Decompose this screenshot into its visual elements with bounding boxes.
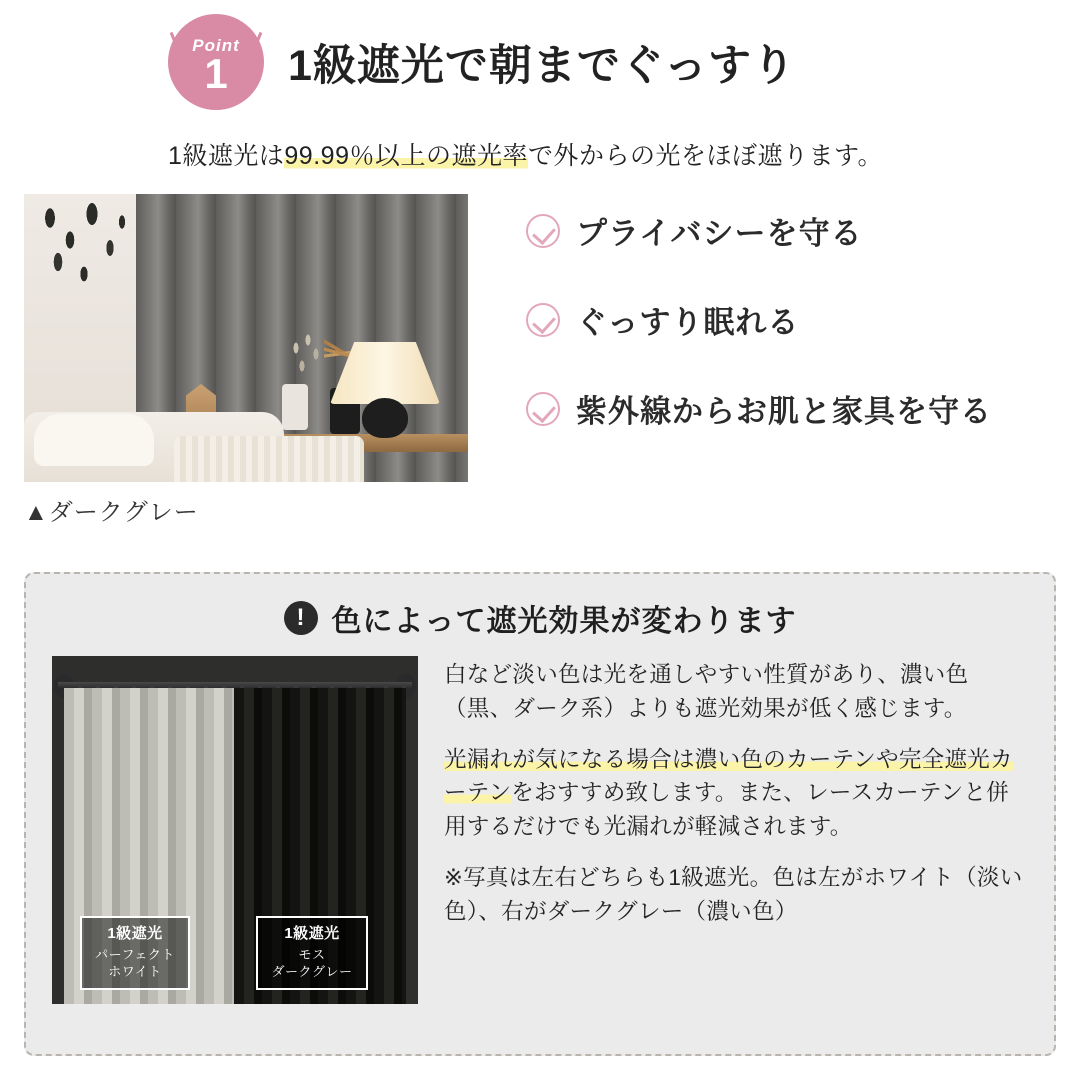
benefit-label: プライバシーを守る	[576, 216, 863, 251]
notice-paragraph-1: 白など淡い色は光を通しやすい性質があり、濃い色（黒、ダーク系）よりも遮光効果が低く感じます。	[444, 662, 969, 721]
lead-prefix: 1級遮光は	[168, 142, 285, 170]
photo-block	[24, 194, 468, 527]
right-tag-line2: ダークグレー	[271, 964, 353, 980]
comparison-photo	[52, 656, 418, 1004]
point-badge	[168, 14, 264, 110]
right-curtain-tag	[256, 916, 368, 990]
photo-pillow	[34, 414, 154, 466]
lead-highlight: 99.99％以上の遮光率	[284, 142, 528, 170]
notice-paragraph-3: ※写真は左右どちらも1級遮光。色は左がホワイト（淡い色）、右がダークグレー（濃い色）	[444, 864, 1023, 924]
photo-throw-blanket	[174, 436, 364, 482]
photo-dried-flowers	[286, 334, 326, 386]
left-curtain-tag	[80, 916, 190, 990]
badge-word: Point	[192, 36, 240, 56]
main-visual-section	[0, 194, 1080, 544]
notice-paragraph-2-highlight: 光漏れが気になる場合は濃い色のカーテンや完全遮光カーテン	[444, 746, 1013, 806]
room-photo	[24, 194, 468, 482]
notice-text-block	[444, 656, 1028, 1004]
benefit-label: ぐっすり眠れる	[576, 305, 800, 340]
left-tag-line1: パーフェクト	[95, 946, 175, 962]
right-tag-title: 1級遮光	[284, 924, 340, 942]
photo-vase	[282, 384, 308, 430]
benefit-label: 紫外線からお肌と家具を守る	[576, 394, 992, 429]
check-circle-icon	[526, 392, 560, 426]
lead-text	[168, 136, 1080, 172]
right-tag-line1: モス	[298, 946, 326, 962]
page-title: 1級遮光で朝までぐっすり	[288, 41, 797, 90]
list-item	[526, 297, 992, 342]
benefit-list	[526, 208, 992, 475]
header	[0, 0, 1080, 110]
left-tag-title: 1級遮光	[107, 924, 163, 942]
exclamation-icon: !	[284, 601, 318, 635]
check-circle-icon	[526, 214, 560, 248]
notice-title: 色によって遮光効果が変わります	[331, 605, 797, 638]
left-tag-line2: ホワイト	[108, 964, 162, 980]
badge-tick-left	[170, 32, 178, 45]
lead-suffix: で外からの光をほぼ遮ります。	[527, 142, 883, 170]
photo-caption: ▲ダークグレー	[24, 499, 199, 526]
badge-tick-right	[255, 32, 263, 45]
notice-header	[52, 596, 1028, 640]
photo-lamp-base	[362, 398, 408, 438]
notice-paragraph-2	[444, 743, 1028, 844]
notice-body	[52, 656, 1028, 1004]
notice-box	[24, 572, 1056, 1056]
check-circle-icon	[526, 303, 560, 337]
badge-number: 1	[204, 50, 228, 98]
notice-paragraph-2-rest: をおすすめ致します。また、レースカーテンと併用するだけでも光漏れが軽減されます。	[444, 780, 1010, 839]
list-item	[526, 386, 992, 431]
photo-plant	[30, 194, 140, 308]
list-item	[526, 208, 992, 253]
